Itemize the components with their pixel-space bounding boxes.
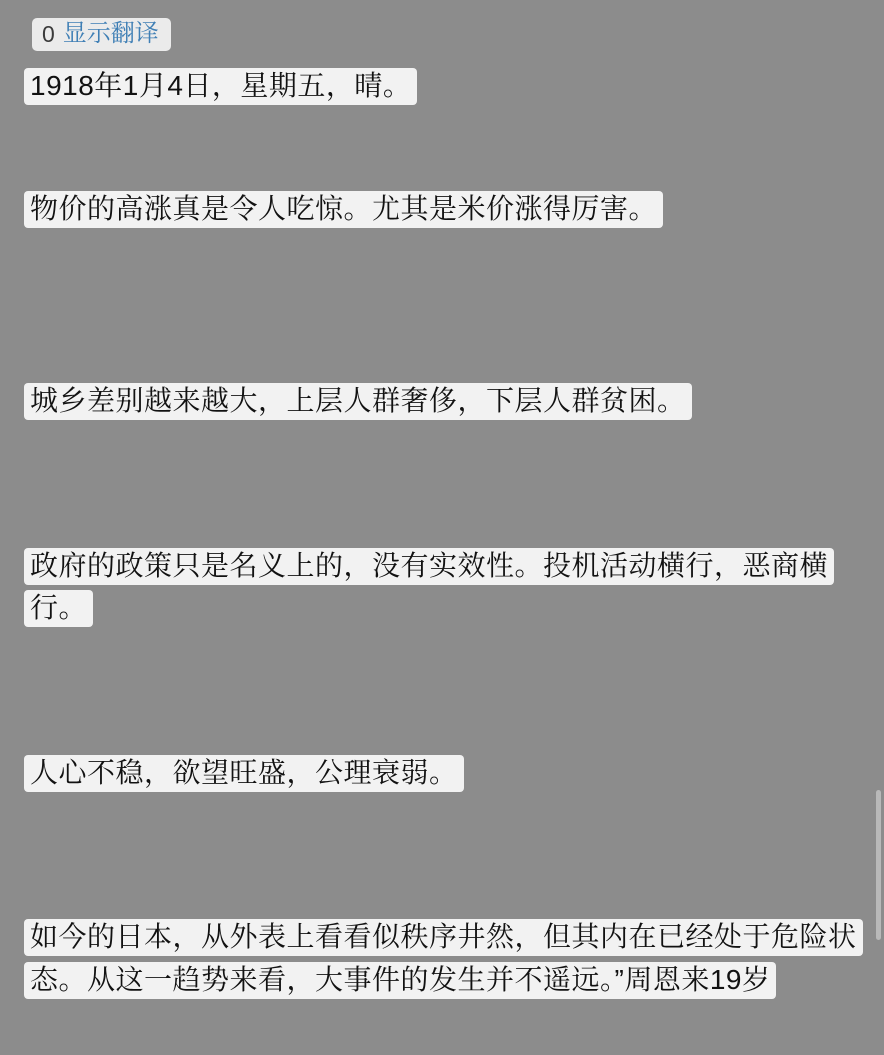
vertical-scrollbar[interactable] xyxy=(876,790,881,940)
spacer xyxy=(0,794,884,916)
paragraph-text: 人心不稳，欲望旺盛，公理衰弱。 xyxy=(24,755,464,792)
paragraph-text: 物价的高涨真是令人吃惊。尤其是米价涨得厉害。 xyxy=(24,191,663,228)
paragraph-2 xyxy=(0,188,884,231)
paragraph-1 xyxy=(0,65,884,108)
paragraph-4 xyxy=(0,545,884,630)
paragraph-text: 城乡差别越来越大，上层人群奢侈，下层人群贫困。 xyxy=(24,383,692,420)
spacer xyxy=(0,108,884,188)
spacer xyxy=(0,423,884,545)
translation-count: 0 xyxy=(42,20,55,47)
paragraph-text: 政府的政策只是名义上的，没有实效性。投机活动横行，恶商横行。 xyxy=(24,548,834,628)
paragraph-text: 如今的日本，从外表上看看似秩序井然，但其内在已经处于危险状态。从这一趋势来看，大事件的发生并不遥远。”周恩来19岁 xyxy=(24,919,863,999)
show-translation-link[interactable]: 显示翻译 xyxy=(62,20,159,47)
spacer xyxy=(0,230,884,380)
text-body xyxy=(0,65,884,1001)
spacer xyxy=(0,630,884,752)
paragraph-6 xyxy=(0,916,884,1001)
paragraph-5 xyxy=(0,752,884,795)
show-translation-bar[interactable] xyxy=(32,18,171,51)
paragraph-3 xyxy=(0,380,884,423)
paragraph-text: 1918年1月4日，星期五，晴。 xyxy=(24,68,417,105)
